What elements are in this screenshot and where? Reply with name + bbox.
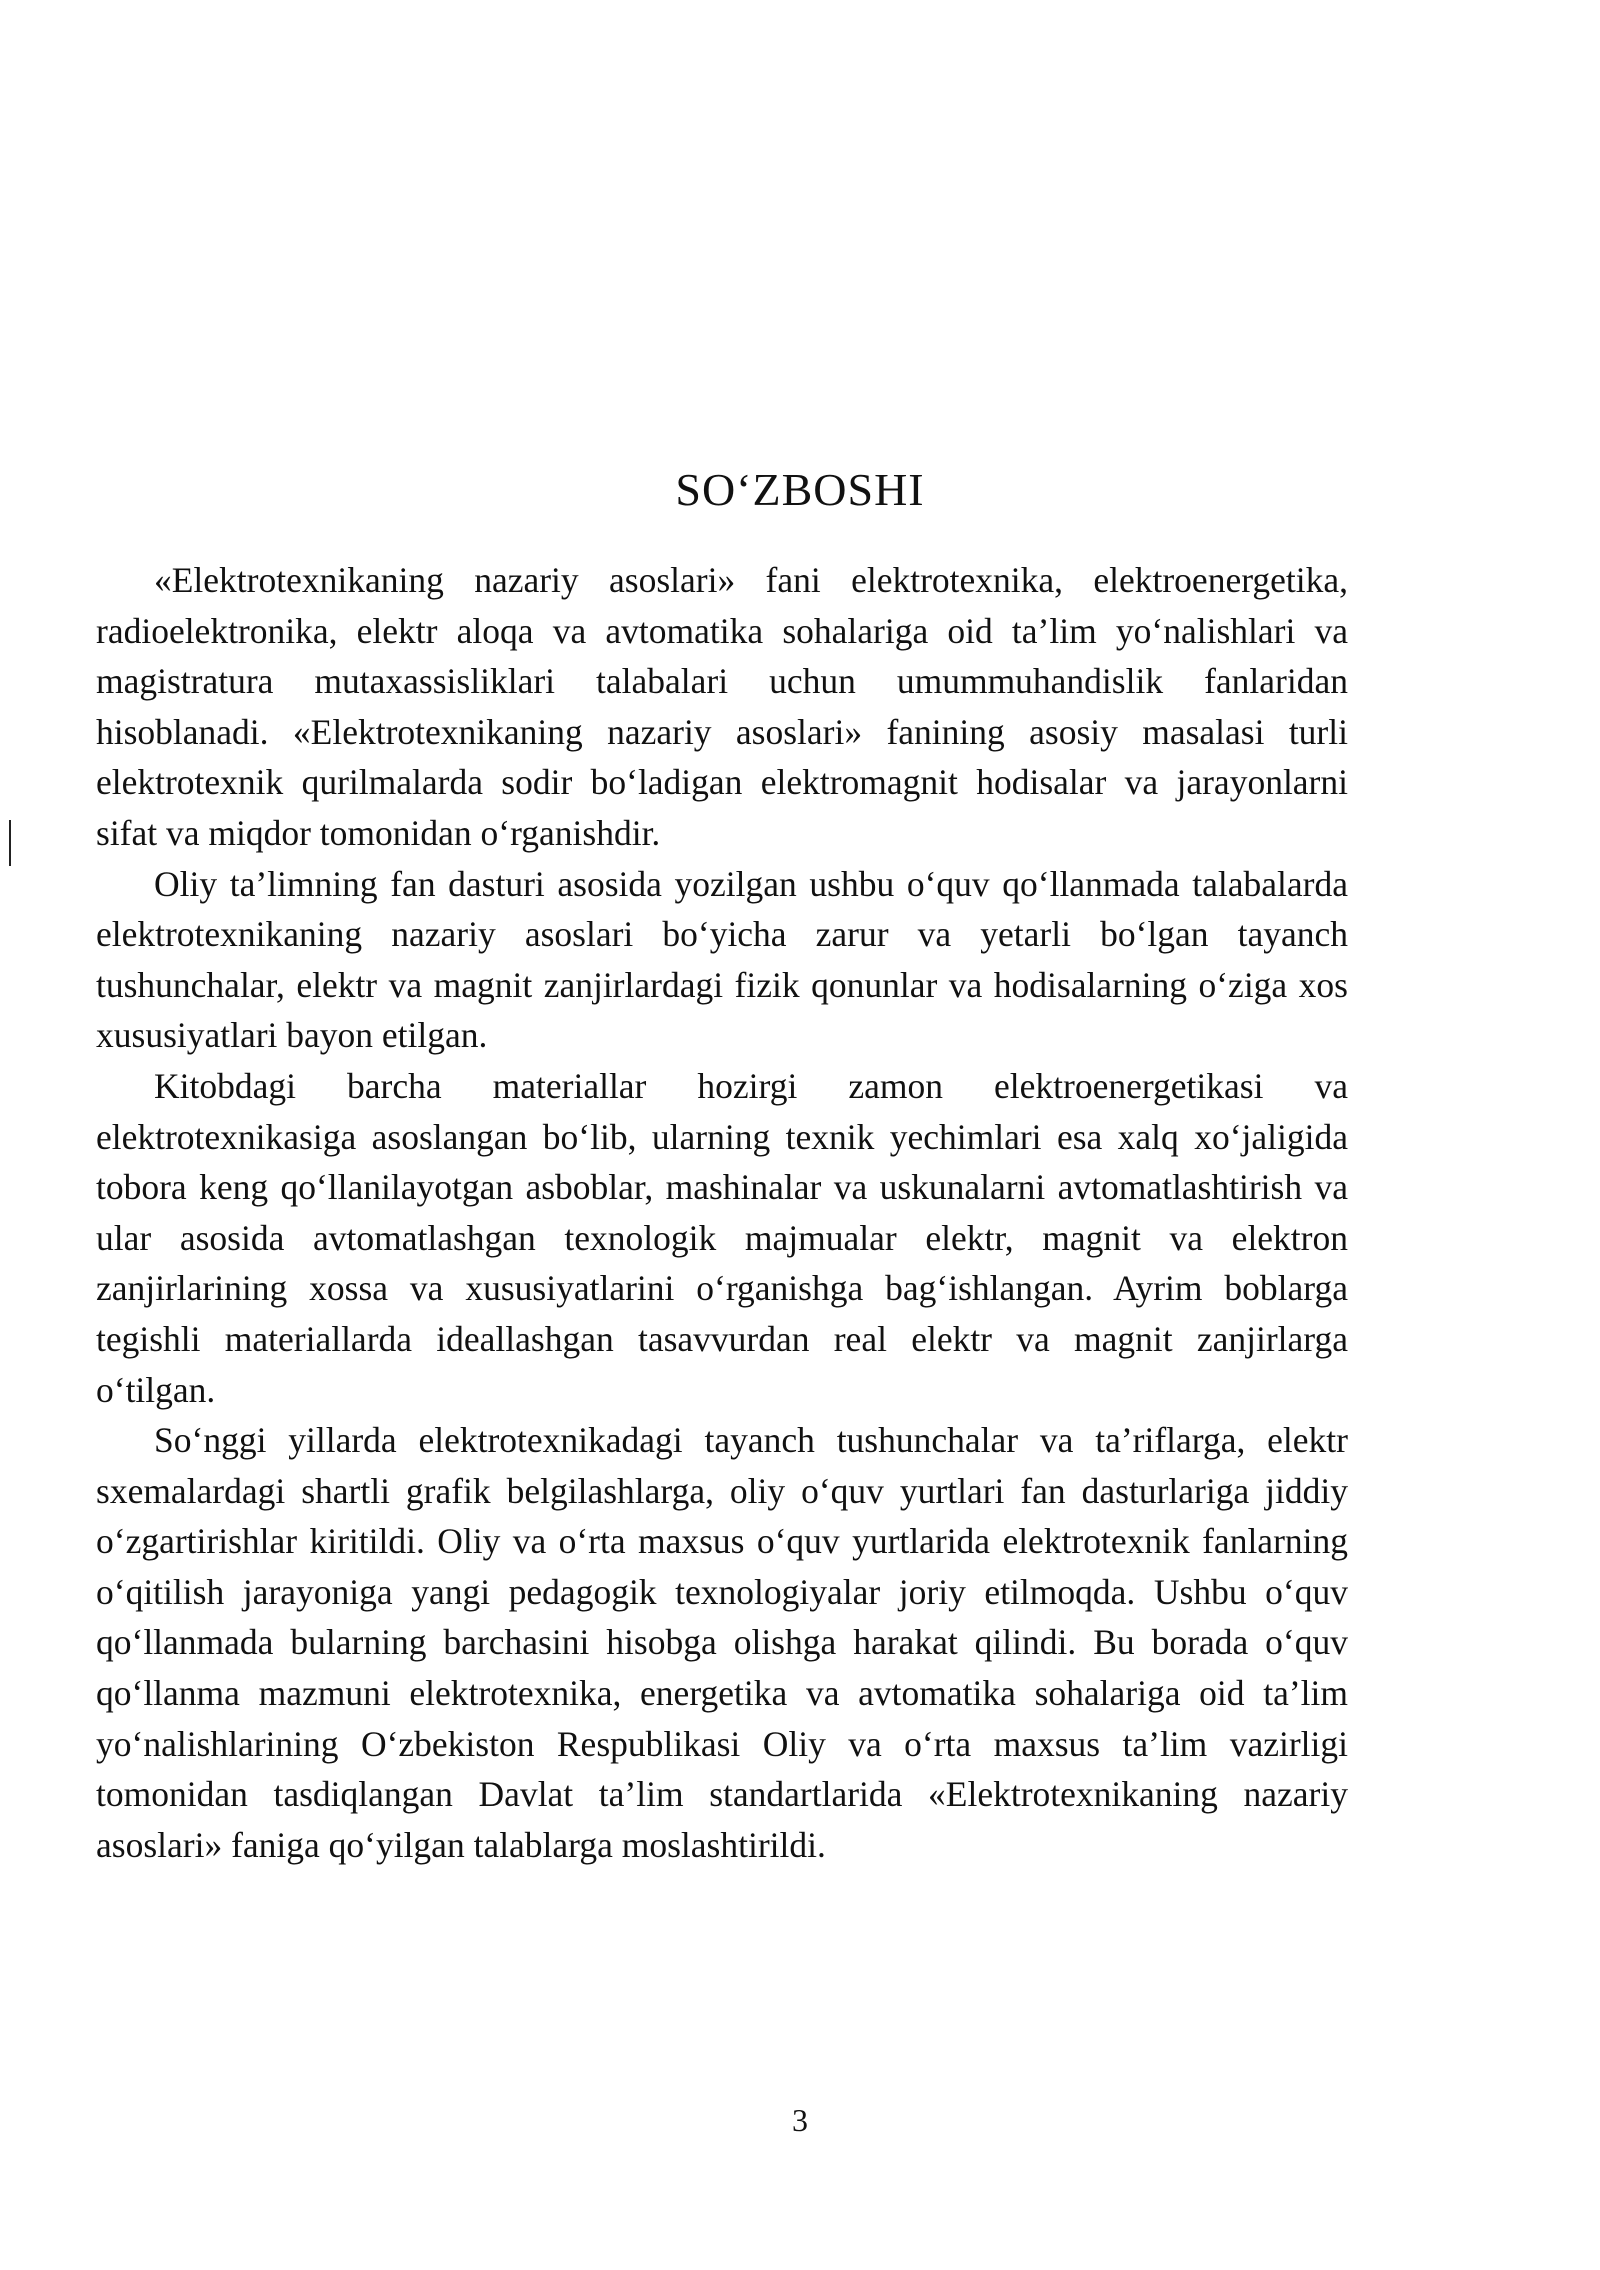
body-text — [96, 555, 1348, 1870]
page-number: 3 — [792, 2102, 808, 2138]
paragraph-4: So‘nggi yillarda elektrotexnikadagi tayanch tushunchalar va ta’riflarga, elektr sxemalardagi shartli grafik belgilashlarga, oliy o‘quv yurtlari fan dasturlariga jiddiy o‘zgartirishlar kiritildi. Oliy va o‘rta maxsus o‘quv yurtlarida elektrotexnik fanlarning o‘qitilish jarayoniga yangi pedagogik texnologiyalar joriy etilmoqda. Ushbu o‘quv qo‘llanmada bularning barchasini hisobga olishga harakat qilindi. Bu borada o‘quv qo‘llanma mazmuni elektrotexnika, energetika va avtomatika sohalariga oid ta’lim yo‘nalishlarining O‘zbekiston Respublikasi Oliy va o‘rta maxsus ta’lim vazirligi tomonidan tasdiqlangan Davlat ta’lim standartlarida «Elektrotexnikaning nazariy asoslari» faniga qo‘yilgan talablarga moslashtirildi. — [96, 1420, 1348, 1865]
paragraph-2: Oliy ta’limning fan dasturi asosida yozilgan ushbu o‘quv qo‘llanmada talabalarda elektrotexnikaning nazariy asoslari bo‘yicha zarur va yetarli bo‘lgan tayanch tushunchalar, elektr va magnit zanjirlardagi fizik qonunlar va hodisalarning o‘ziga xos xususiyatlari bayon etilgan. — [96, 863, 1348, 1056]
page-title: SO‘ZBOSHI — [675, 464, 925, 515]
paragraph-1: «Elektrotexnikaning nazariy asoslari» fani elektrotexnika, elektroenergetika, radioelektronika, elektr aloqa va avtomatika sohalariga oid ta’lim yo‘nalishlari va magistratura mutaxassisliklari talabalari uchun umummuhandislik fanlaridan hisoblanadi. «Elektrotexnikaning nazariy asoslari» fanining asosiy masalasi turli elektrotexnik qurilmalarda sodir bo‘ladigan elektromagnit hodisalar va jarayonlarni sifat va miqdor tomonidan o‘rganishdir. — [96, 560, 1348, 853]
paragraph-3: Kitobdagi barcha materiallar hozirgi zamon elektroenergetikasi va elektrotexnikasiga asoslangan bo‘lib, ularning texnik yechimlari esa xalq xo‘jaligida tobora keng qo‘llanilayotgan asboblar, mashinalar va uskunalarni avtomatlashtirish va ular asosida avtomatlashgan texnologik majmualar elektr, magnit va elektron zanjirlarining xossa va xususiyatlarini o‘rganishga bag‘ishlangan. Ayrim boblarga tegishli materiallarda ideallashgan tasavvurdan real elektr va magnit zanjirlarga o‘tilgan. — [96, 1065, 1348, 1410]
margin-mark — [9, 820, 11, 866]
